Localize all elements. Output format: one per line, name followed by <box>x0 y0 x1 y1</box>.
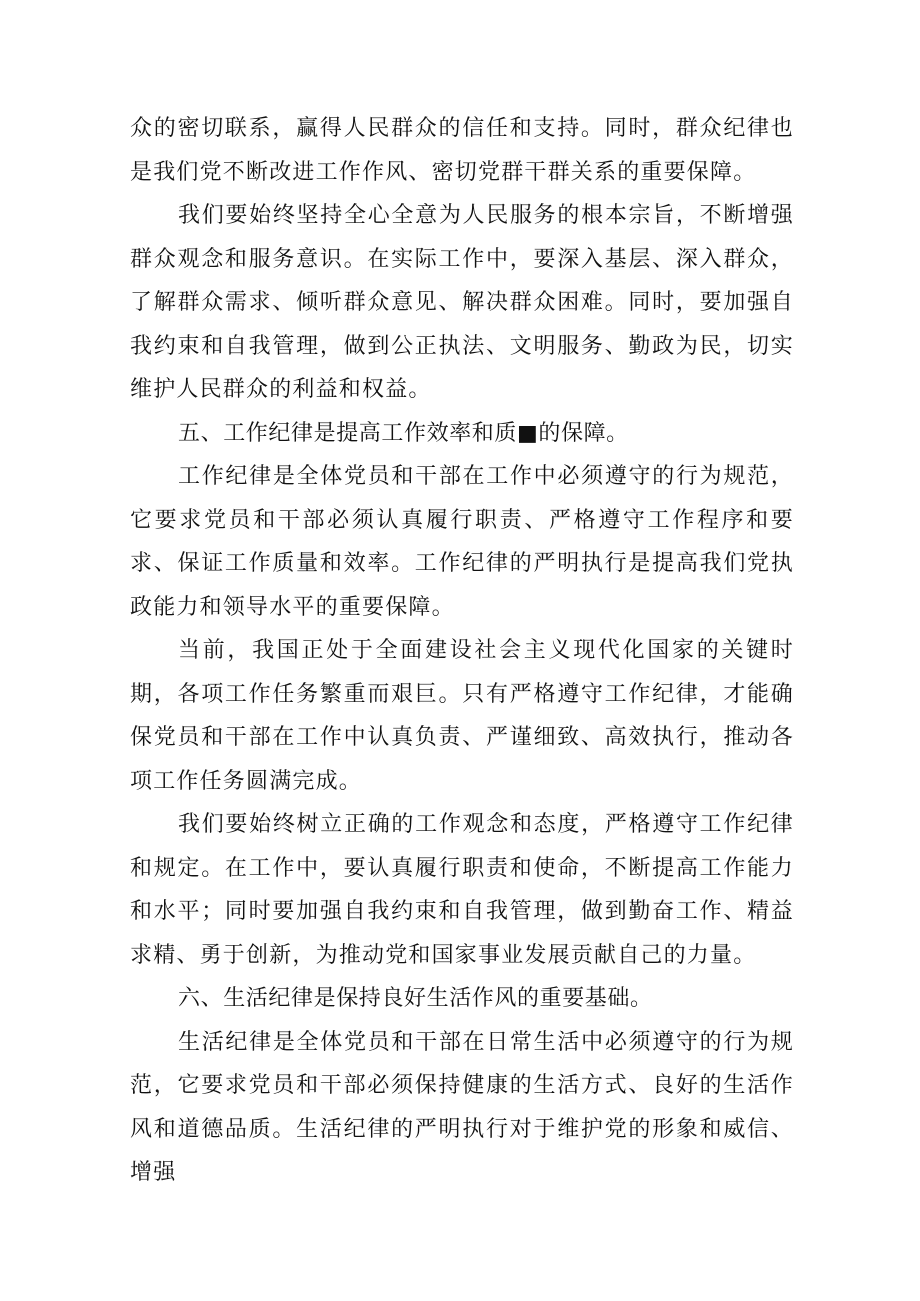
section-heading-five: 五、工作纪律是提高工作效率和质■的保障。 <box>178 420 629 446</box>
paragraph-current-period: 当前，我国正处于全面建设社会主义现代化国家的关键时期，各项工作任务繁重而艰巨。只有严格遵守工作纪律，才能确保党员和干部在工作中认真负责、严谨细致、高效执行，推动各项工作任务圆满完成。 <box>130 638 794 794</box>
paragraph-life-discipline: 生活纪律是全体党员和干部在日常生活中必须遵守的行为规范，它要求党员和干部必须保持健康的生活方式、良好的生活作风和道德品质。生活纪律的严明执行对于维护党的形象和威信、增强 <box>130 1029 794 1185</box>
paragraph-continuation: 众的密切联系，赢得人民群众的信任和支持。同时，群众纪律也是我们党不断改进工作作风、密切党群干群关系的重要保障。 <box>130 116 794 185</box>
document-body <box>130 107 794 1195</box>
paragraph-work-attitude: 我们要始终树立正确的工作观念和态度，严格遵守工作纪律和规定。在工作中，要认真履行职责和使命，不断提高工作能力和水平；同时要加强自我约束和自我管理，做到勤奋工作、精益求精、勇于创新，为推动党和国家事业发展贡献自己的力量。 <box>130 812 794 968</box>
section-heading-six: 六、生活纪律是保持良好生活作风的重要基础。 <box>178 986 653 1011</box>
paragraph-work-discipline-definition: 工作纪律是全体党员和干部在工作中必须遵守的行为规范，它要求党员和干部必须认真履行职责、严格遵守工作程序和要求、保证工作质量和效率。工作纪律的严明执行是提高我们党执政能力和领导水平的重要保障。 <box>130 464 794 620</box>
paragraph-mass-discipline: 我们要始终坚持全心全意为人民服务的根本宗旨，不断增强群众观念和服务意识。在实际工作中，要深入基层、深入群众，了解群众需求、倾听群众意见、解决群众困难。同时，要加强自我约束和自我管理，做到公正执法、文明服务、勤政为民，切实维护人民群众的利益和权益。 <box>130 203 794 402</box>
